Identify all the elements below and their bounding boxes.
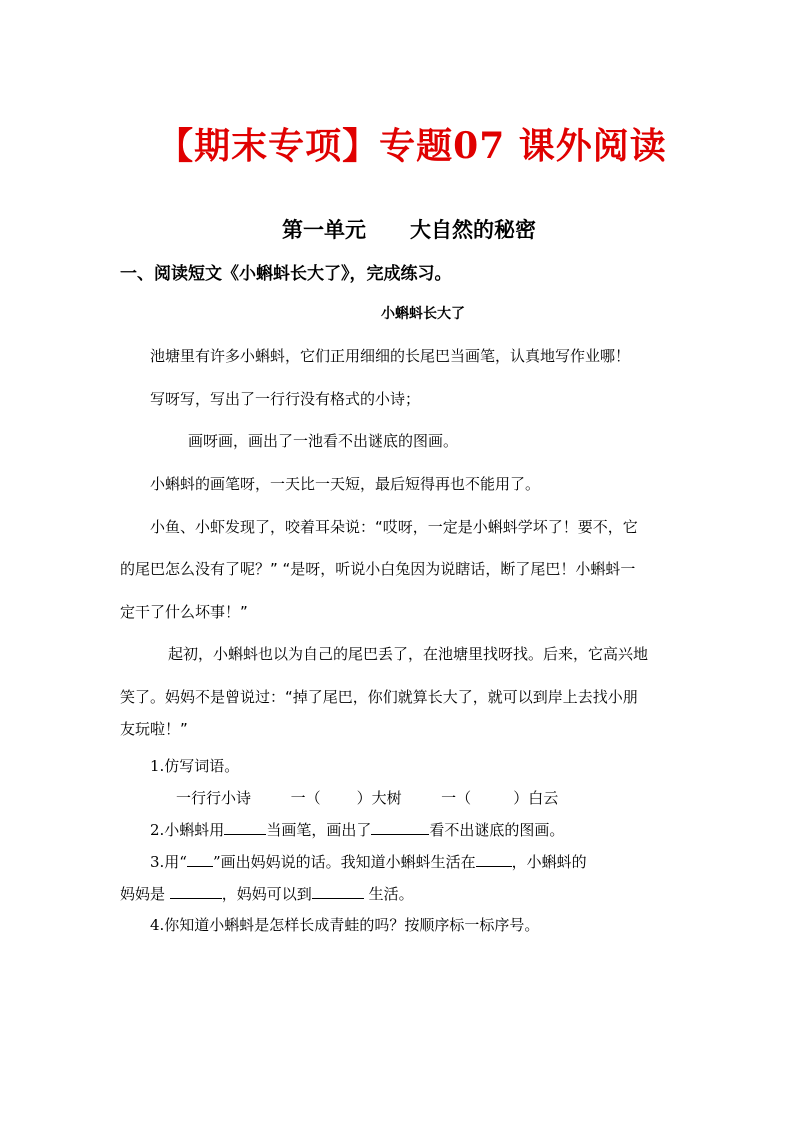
story-line: 池塘里有许多小蝌蚪，它们正用细细的长尾巴当画笔，认真地写作业哪！ (150, 347, 631, 365)
exercise-3-blank[interactable] (187, 852, 213, 867)
exercise-4: 4.你知道小蝌蚪是怎样长成青蛙的吗？按顺序标一标序号。 (150, 916, 540, 934)
story-line: 小蝌蚪的画笔呀，一天比一天短，最后短得再也不能用了。 (150, 475, 541, 493)
exercise-3-blank[interactable] (476, 852, 512, 867)
exercise-1-item-suffix: ）白云 (513, 789, 559, 807)
unit-heading (282, 214, 536, 244)
story-line: 定干了什么坏事！” (120, 603, 248, 621)
document-title: 【期末专项】专题07 课外阅读 (157, 125, 667, 167)
unit-name: 大自然的秘密 (410, 217, 536, 242)
story-line: 小鱼、小虾发现了，咬着耳朵说：“哎呀，一定是小蝌蚪学坏了！要不，它 (150, 518, 638, 536)
story-line: 笑了。妈妈不是曾说过：“掉了尾巴，你们就算长大了，就可以到岸上去找小朋 (120, 688, 638, 706)
story-line: 友玩啦！” (120, 720, 188, 738)
story-line: 画呀画，画出了一池看不出谜底的图画。 (188, 432, 459, 450)
exercise-1-example: 一行行小诗 (176, 789, 252, 807)
exercise-3-text: ，妈妈可以到 (221, 885, 312, 903)
exercise-3-text: ”画出妈妈说的话。我知道小蝌蚪生活在 (212, 853, 476, 871)
exercise-2-text: 看不出谜底的图画。 (429, 821, 565, 839)
story-line: 写呀写，写出了一行行没有格式的小诗； (150, 390, 421, 408)
exercise-2-text: 当画笔，画出了 (266, 821, 372, 839)
exercise-3-text: 妈妈是 (120, 885, 166, 903)
story-title: 小蝌蚪长大了 (381, 306, 465, 322)
exercise-3-text: 3.用“ (150, 853, 187, 871)
story-line: 的尾巴怎么没有了呢？” “是呀，听说小白兔因为说瞎话，断了尾巴！小蝌蚪一 (120, 560, 636, 578)
exercise-3-blank[interactable] (170, 884, 222, 899)
exercise-3-text: 生活。 (368, 885, 414, 903)
question-heading: 一、阅读短文《小蝌蚪长大了》，完成练习。 (120, 264, 452, 284)
exercise-3-line-2 (120, 883, 414, 904)
exercise-1-items (176, 787, 558, 808)
unit-label: 第一单元 (282, 217, 366, 242)
exercise-3-text: ，小蝌蚪的 (511, 853, 587, 871)
exercise-2 (150, 819, 564, 840)
exercise-1-item-suffix: ）大树 (356, 789, 402, 807)
exercise-2-text: 2.小蝌蚪用 (150, 821, 225, 839)
exercise-3 (150, 851, 587, 872)
exercise-1-item-prefix: 一（ (441, 789, 472, 807)
exercise-3-blank[interactable] (312, 884, 364, 899)
exercise-1-label: 1.仿写词语。 (150, 757, 240, 775)
exercise-1-item-prefix: 一（ (290, 789, 321, 807)
story-line: 起初，小蝌蚪也以为自己的尾巴丢了，在池塘里找呀找。后来，它高兴地 (168, 645, 649, 663)
exercise-2-blank[interactable] (224, 820, 266, 835)
exercise-2-blank[interactable] (371, 820, 429, 835)
